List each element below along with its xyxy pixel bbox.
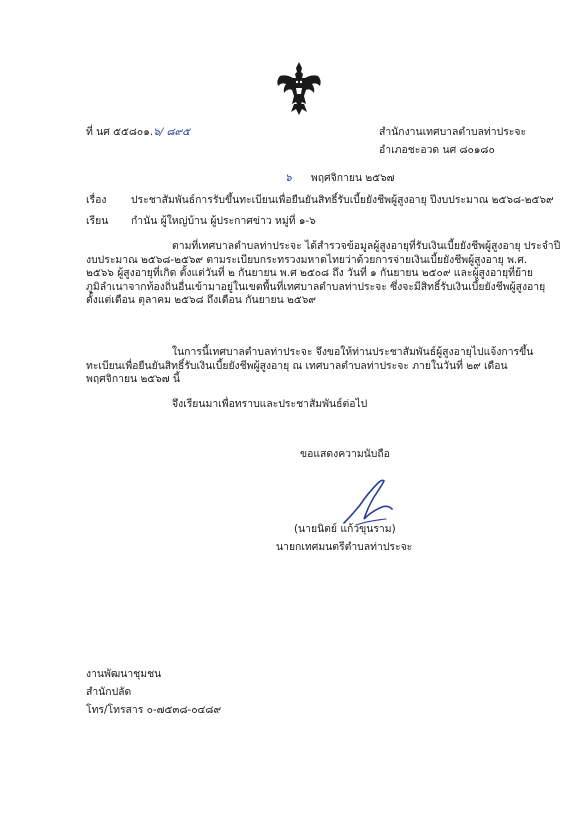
footer-office: สำนักปลัด <box>86 686 132 698</box>
document-number-prefix: ที่ นศ ๕๕๘๐๑. <box>86 126 154 138</box>
date-day-handwritten: ๖ <box>285 172 292 184</box>
closing-salutation: ขอแสดงความนับถือ <box>300 448 390 460</box>
office-address: อำเภอชะอวด นศ ๘๐๑๘๐ <box>379 144 495 156</box>
paragraph-line: ตามที่เทศบาลตำบลท่าประจะ ได้สำรวจข้อมูลผู้สูงอายุที่รับเงินเบี้ยยังชีพผู้สูงอายุ ประจำปี <box>172 240 561 252</box>
paragraph-line: ภูมิลำเนาจากท้องถิ่นอื่นเข้ามาอยู่ในเขตพื้นที่เทศบาลตำบลท่าประจะ ซึ่งจะมีสิทธิ์รับเงินเบี้ยยังชีพผู้สูงอายุ <box>86 280 546 293</box>
signer-title: นายกเทศมนตรีตำบลท่าประจะ <box>276 541 413 553</box>
paragraph-line: ตั้งแต่เดือน ตุลาคม ๒๕๖๘ ถึงเดือน กันยายน ๒๕๖๙ <box>86 294 316 306</box>
document-number <box>86 126 190 139</box>
body-paragraph-3: จึงเรียนมาเพื่อทราบและประชาสัมพันธ์ต่อไป <box>172 398 368 410</box>
body-paragraph-2 <box>86 346 533 387</box>
office-name: สำนักงานเทศบาลตำบลท่าประจะ <box>379 126 527 138</box>
paragraph-line: ในการนี้เทศบาลตำบลท่าประจะ จึงขอให้ท่านประชาสัมพันธ์ผู้สูงอายุไปแจ้งการขึ้น <box>172 346 534 358</box>
footer-division: งานพัฒนาชุมชน <box>86 668 162 680</box>
recipient-text: กำนัน ผู้ใหญ่บ้าน ผู้ประกาศข่าว หมู่ที่ ๑-๖ <box>131 215 316 227</box>
paragraph-line: พฤศจิกายน ๒๕๖๗ นี้ <box>86 373 180 385</box>
subject-label: เรื่อง <box>86 194 107 206</box>
garuda-emblem-icon <box>274 60 324 116</box>
paragraph-line: ๒๕๖๖ ผู้สูงอายุที่เกิด ตั้งแต่วันที่ ๒ กันยายน พ.ศ ๒๕๐๘ ถึง วันที่ ๑ กันยายน ๒๕๐๙ และผู้สูงอายุที่ย้าย <box>86 267 533 279</box>
letter-date <box>285 172 395 185</box>
paragraph-line: งบประมาณ ๒๕๖๘-๒๕๖๙ ตามระเบียบกระทรวงมหาดไทยว่าด้วยการจ่ายเงินเบี้ยยังชีพผู้สูงอายุ พ.ศ. <box>86 253 528 266</box>
document-number-handwritten: ๖/ ๘๙๕ <box>153 126 191 138</box>
recipient-label: เรียน <box>86 215 109 227</box>
subject-text: ประชาสัมพันธ์การรับขึ้นทะเบียนเพื่อยืนยันสิทธิ์รับเบี้ยยังชีพผู้สูงอายุ ปีงบประมาณ ๒๕๖๘-๒๕๖๙ <box>131 194 554 206</box>
signer-name: (นายนิตย์ แก้วขุนราม) <box>294 523 396 535</box>
body-paragraph-1 <box>86 240 560 308</box>
date-month-year: พฤศจิกายน ๒๕๖๗ <box>310 172 395 184</box>
paragraph-line: ทะเบียนเพื่อยืนยันสิทธิ์รับเงินเบี้ยยังชีพผู้สูงอายุ ณ เทศบาลตำบลท่าประจะ ภายในวันที่ ๒๙ เดือน <box>86 359 508 372</box>
footer-phone: โทร/โทรสาร ๐-๗๕๓๘-๐๔๘๙ <box>86 704 222 716</box>
